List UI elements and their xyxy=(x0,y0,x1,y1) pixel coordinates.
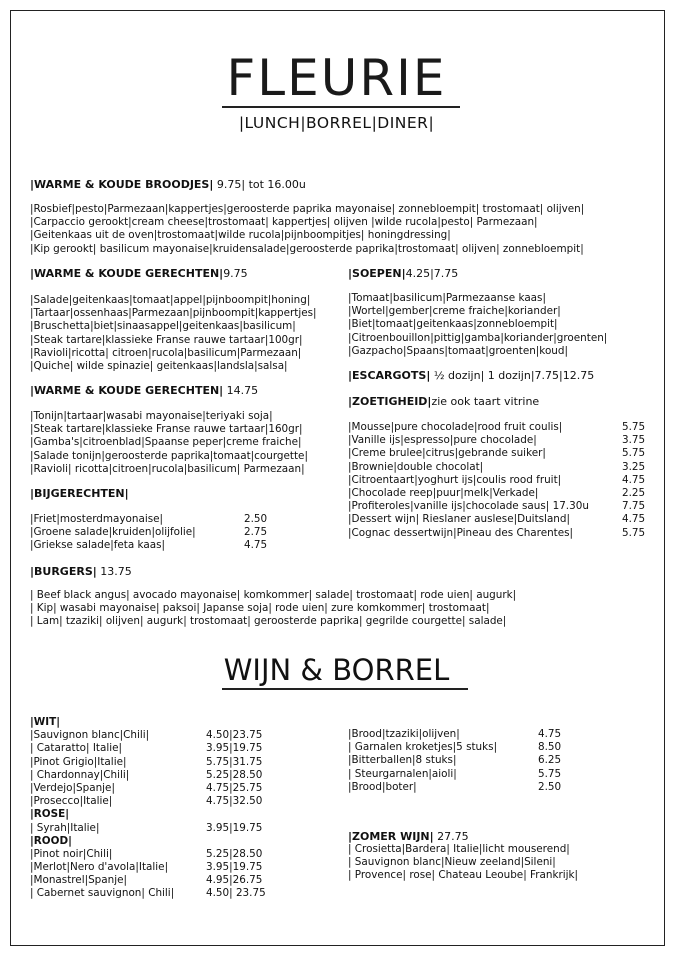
item-price: 5.75 xyxy=(622,447,646,460)
list-item: |Tartaar|ossenhaas|Parmezaan|pijnboompit|kappertjes| xyxy=(30,307,317,320)
rose-heading: |ROSE| xyxy=(30,808,70,821)
item-price: 2.50 xyxy=(538,780,562,793)
list-item xyxy=(348,434,648,447)
item-name: |Chocolade reep|puur|melk|Verkade| xyxy=(348,486,539,499)
item-price: 4.75|32.50 xyxy=(206,795,263,808)
broodjes-heading: |WARME & KOUDE BROODJES| xyxy=(30,178,214,191)
list-item: |Kip gerookt| basilicum mayonaise|kruidensalade|geroosterde paprika|trostomaat| olijven| zonnebloempit| xyxy=(30,242,584,255)
list-item xyxy=(30,729,320,742)
list-item: |Steak tartare|klassieke Franse rauwe tartaar|160gr| xyxy=(30,423,303,436)
item-name: |Vanille ijs|espresso|pure chocolade| xyxy=(348,434,537,447)
zoet-header xyxy=(348,395,539,409)
list-item xyxy=(30,822,320,835)
item-name: | Syrah|Italie| xyxy=(30,821,100,834)
soepen-list xyxy=(348,292,607,358)
item-name: |Pinot Grigio|Italie| xyxy=(30,755,127,768)
list-item: |Carpaccio gerookt|cream cheese|trostomaat| kappertjes| olijven |wilde rucola|pesto| Parmezaan| xyxy=(30,216,538,229)
list-item: | Crosietta|Bardera| Italie|licht mouserend| xyxy=(348,843,570,855)
list-item: |Quiche| wilde spinazie| geitenkaas|landsla|salsa| xyxy=(30,360,288,373)
gerechten2-heading: |WARME & KOUDE GERECHTEN| xyxy=(30,384,224,397)
item-price: 5.75 xyxy=(622,421,646,433)
burgers-heading: |BURGERS| xyxy=(30,565,97,578)
item-price: 4.75 xyxy=(622,513,646,526)
item-price: 2.50 xyxy=(244,513,268,525)
list-item xyxy=(348,754,648,767)
title-underline xyxy=(222,106,460,108)
list-item xyxy=(348,421,648,434)
gerechten1-header xyxy=(30,267,248,281)
item-price: 5.75 xyxy=(622,526,646,539)
list-item xyxy=(30,769,320,782)
list-item: |Ravioli|ricotta| citroen|rucola|basilicum|Parmezaan| xyxy=(30,346,302,359)
list-item: |Gazpacho|Spaans|tomaat|groenten|koud| xyxy=(348,344,568,357)
list-item: | Beef black angus| avocado mayonaise| komkommer| salade| trostomaat| rode uien| augurk| xyxy=(30,589,517,601)
zoet-heading: |ZOETIGHEID| xyxy=(348,395,432,408)
list-item: | Provence| rose| Chateau Leoube| Frankrijk| xyxy=(348,869,579,882)
item-name: |Griekse salade|feta kaas| xyxy=(30,539,166,552)
item-price: 8.50 xyxy=(538,741,562,754)
burgers-list xyxy=(30,589,516,629)
list-item xyxy=(30,795,320,808)
borrel-list xyxy=(348,728,648,794)
item-price: 4.95|26.75 xyxy=(206,874,263,887)
list-item xyxy=(30,756,320,769)
list-item: |Steak tartare|klassieke Franse rauwe tartaar|100gr| xyxy=(30,333,303,346)
item-price: 5.75|31.75 xyxy=(206,755,263,768)
restaurant-subtitle: |LUNCH|BORREL|DINER| xyxy=(238,114,435,132)
item-name: |Merlot|Nero d'avola|Italie| xyxy=(30,861,169,874)
list-item xyxy=(348,741,648,754)
wine-list xyxy=(30,716,320,901)
escargots-header xyxy=(348,369,594,383)
item-price: 5.25|28.50 xyxy=(206,847,263,860)
list-item xyxy=(348,781,648,794)
item-name: |Groene salade|kruiden|olijfolie| xyxy=(30,526,196,539)
soepen-header xyxy=(348,267,458,281)
item-price: 4.50|23.75 xyxy=(206,729,263,742)
gerechten1-list xyxy=(30,294,317,373)
broodjes-list xyxy=(30,203,584,256)
list-item: | Lam| tzaziki| olijven| augurk| trostomaat| geroosterde paprika| gegrilde courgette| salade| xyxy=(30,615,507,628)
burgers-header xyxy=(30,565,132,579)
item-name: |Prosecco|Italie| xyxy=(30,795,113,808)
list-item xyxy=(30,874,320,887)
item-price: 3.95|19.75 xyxy=(206,742,263,755)
item-name: |Mousse|pure chocolade|rood fruit coulis| xyxy=(348,421,563,433)
wine-title-underline xyxy=(222,688,468,690)
broodjes-header xyxy=(30,178,306,192)
gerechten2-header xyxy=(30,384,258,398)
item-price: 5.25|28.50 xyxy=(206,768,263,781)
wit-heading: |WIT| xyxy=(30,716,61,728)
list-item: |Salade tonijn|geroosterde paprika|tomaat|courgette| xyxy=(30,449,308,462)
item-name: |Friet|mosterdmayonaise| xyxy=(30,513,164,525)
list-item xyxy=(30,861,320,874)
list-item xyxy=(348,474,648,487)
list-item: |Wortel|gember|creme fraiche|koriander| xyxy=(348,305,561,318)
item-name: |Brood|tzaziki|olijven| xyxy=(348,728,460,740)
list-item xyxy=(348,487,648,500)
item-name: |Monastrel|Spanje| xyxy=(30,874,128,887)
zomer-list xyxy=(348,843,578,883)
gerechten1-heading: |WARME & KOUDE GERECHTEN| xyxy=(30,267,224,280)
item-name: |Pinot noir|Chili| xyxy=(30,847,113,860)
item-name: |Citroentaart|yoghurt ijs|coulis rood fruit| xyxy=(348,473,562,486)
item-name: | Chardonnay|Chili| xyxy=(30,768,130,781)
wit-heading-row xyxy=(30,716,320,729)
item-price: 4.75 xyxy=(538,728,562,740)
bijgerechten-list xyxy=(30,513,310,553)
item-price: 4.75 xyxy=(244,539,268,552)
list-item xyxy=(348,500,648,513)
item-price: 3.95|19.75 xyxy=(206,861,263,874)
gerechten1-info: 9.75 xyxy=(223,267,248,280)
list-item: |Rosbief|pesto|Parmezaan|kappertjes|geroosterde paprika mayonaise| zonnebloempit| trostomaat| olijven| xyxy=(30,203,585,215)
list-item: | Kip| wasabi mayonaise| paksoi| Japanse soja| rode uien| zure komkommer| trostomaat| xyxy=(30,602,490,615)
list-item xyxy=(30,887,320,900)
list-item xyxy=(30,526,310,539)
list-item xyxy=(30,742,320,755)
item-name: |Cognac dessertwijn|Pineau des Charentes| xyxy=(348,526,574,539)
item-name: |Sauvignon blanc|Chili| xyxy=(30,729,150,742)
rood-heading: |ROOD| xyxy=(30,834,72,847)
item-price: 3.75 xyxy=(622,434,646,447)
list-item: |Biet|tomaat|geitenkaas|zonnebloempit| xyxy=(348,318,558,331)
list-item xyxy=(348,728,648,741)
list-item xyxy=(30,782,320,795)
item-price: 7.75 xyxy=(622,500,646,513)
list-item xyxy=(348,447,648,460)
restaurant-title: FLEURIE xyxy=(226,49,447,107)
item-name: | Steurgarnalen|aioli| xyxy=(348,767,457,780)
escargots-info: ½ dozijn| 1 dozijn|7.75|12.75 xyxy=(430,369,595,382)
zomer-heading: |ZOMER WIJN| xyxy=(348,830,434,843)
list-item: |Tomaat|basilicum|Parmezaanse kaas| xyxy=(348,292,546,304)
list-item xyxy=(348,513,648,526)
item-price: 4.75|25.75 xyxy=(206,781,263,794)
item-name: | Cabernet sauvignon| Chili| xyxy=(30,887,175,900)
item-name: |Creme brulee|citrus|gebrande suiker| xyxy=(348,447,546,460)
list-item: |Salade|geitenkaas|tomaat|appel|pijnboompit|honing| xyxy=(30,294,311,306)
item-name: | Garnalen kroketjes|5 stuks| xyxy=(348,741,498,754)
list-item xyxy=(30,848,320,861)
burgers-info: 13.75 xyxy=(96,565,132,578)
rood-heading-row xyxy=(30,835,320,848)
list-item: |Tonijn|tartaar|wasabi mayonaise|teriyaki soja| xyxy=(30,410,273,422)
item-name: |Brownie|double chocolat| xyxy=(348,460,484,473)
item-price: 6.25 xyxy=(538,754,562,767)
zoet-info: zie ook taart vitrine xyxy=(431,395,540,408)
zoet-list xyxy=(348,421,648,540)
list-item: |Citroenbouillon|pittig|gamba|koriander|groenten| xyxy=(348,331,608,344)
bijgerechten-header xyxy=(30,487,129,501)
escargots-heading: |ESCARGOTS| xyxy=(348,369,431,382)
rose-heading-row xyxy=(30,808,320,821)
gerechten2-list xyxy=(30,410,308,476)
item-price: 2.75 xyxy=(244,526,268,539)
broodjes-info: 9.75| tot 16.00u xyxy=(213,178,306,191)
list-item: |Gamba's|citroenblad|Spaanse peper|creme fraiche| xyxy=(30,436,302,449)
bijgerechten-heading: |BIJGERECHTEN| xyxy=(30,487,129,500)
list-item: |Bruschetta|biet|sinaasappel|geitenkaas|basilicum| xyxy=(30,320,296,333)
list-item xyxy=(348,527,648,540)
soepen-info: 4.25|7.75 xyxy=(405,267,459,280)
list-item xyxy=(30,513,310,526)
item-price: 4.75 xyxy=(622,473,646,486)
item-name: |Verdejo|Spanje| xyxy=(30,781,115,794)
item-price: 2.25 xyxy=(622,486,646,499)
soepen-heading: |SOEPEN| xyxy=(348,267,406,280)
item-price: 3.95|19.75 xyxy=(206,821,263,834)
list-item xyxy=(30,539,310,552)
item-name: |Dessert wijn| Rieslaner auslese|Duitsland| xyxy=(348,513,570,526)
item-price: 5.75 xyxy=(538,767,562,780)
item-name: |Bitterballen|8 stuks| xyxy=(348,754,457,767)
zomer-info: 27.75 xyxy=(433,830,469,843)
item-name: |Brood|boter| xyxy=(348,780,417,793)
item-price: 3.25 xyxy=(622,460,646,473)
item-name: | Cataratto| Italie| xyxy=(30,742,122,755)
item-name: |Profiteroles|vanille ijs|chocolade saus| 17.30u xyxy=(348,500,589,513)
item-price: 4.50| 23.75 xyxy=(206,887,266,900)
wine-section-title: WIJN & BORREL xyxy=(223,653,450,687)
zomer-header xyxy=(348,830,469,844)
list-item xyxy=(348,768,648,781)
list-item: |Ravioli| ricotta|citroen|rucola|basilicum| Parmezaan| xyxy=(30,462,305,475)
list-item: | Sauvignon blanc|Nieuw zeeland|Sileni| xyxy=(348,856,556,869)
list-item xyxy=(348,461,648,474)
gerechten2-info: 14.75 xyxy=(223,384,259,397)
list-item: |Geitenkaas uit de oven|trostomaat|wilde rucola|pijnboompitjes| honingdressing| xyxy=(30,229,451,242)
